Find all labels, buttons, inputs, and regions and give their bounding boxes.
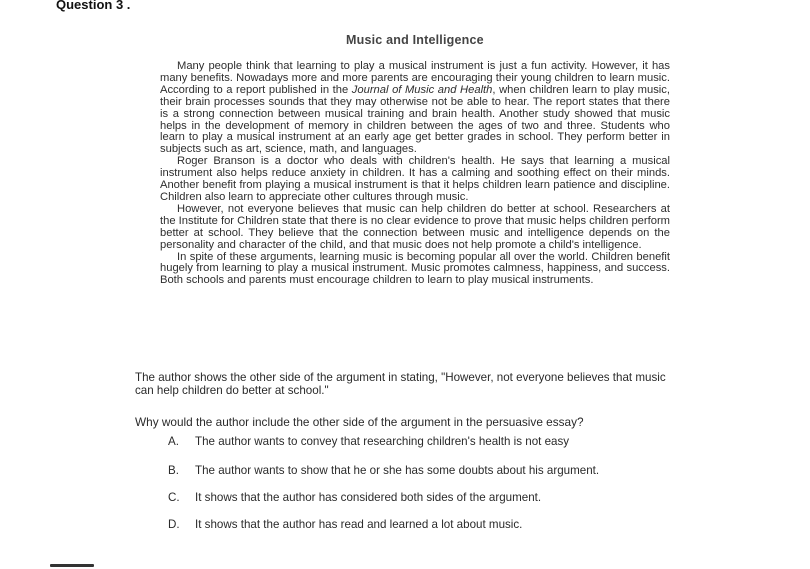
option-letter: A. xyxy=(168,435,179,448)
question-number-header: Question 3 . xyxy=(56,0,131,12)
journal-name: Journal of Music and Health xyxy=(351,83,493,96)
next-question-header-fragment xyxy=(50,561,110,569)
article-paragraph-1 xyxy=(160,61,670,156)
option-text: The author wants to show that he or she has some doubts about his argument. xyxy=(195,464,600,477)
article-paragraph-2: Roger Branson is a doctor who deals with children's health. He says that learning a musical instrument also helps reduce anxiety in children. It has a calming and soothing effect on their minds. Another benefit from playing a musical instrument is that it helps children learn patience and discipline. Children also learn to appreciate other cultures through music. xyxy=(160,155,670,203)
paragraph-1-text-end: , when children learn to play music, their brain processes sounds that they may otherwise not be able to hear. The report states that there is a strong connection between musical training and brain health. Another study showed that music helps in the development of memory in children between the ages of two and three. Students who learn to play a musical instrument at an early age get better grades in school. They perform better in subjects such as art, science, math, and languages. xyxy=(160,83,670,156)
option-letter: C. xyxy=(168,491,180,504)
answer-option-b[interactable] xyxy=(168,464,599,477)
question-prompt: The author shows the other side of the argument in stating, "However, not everyone believes that music can help children do better at school." xyxy=(135,371,666,397)
option-text: It shows that the author has read and learned a lot about music. xyxy=(195,518,523,531)
article-paragraph-4: In spite of these arguments, learning music is becoming popular all over the world. Children benefit hugely from learning to play a musical instrument. Music promotes calmness, happiness, and success. Both schools and parents must encourage children to learn to play musical instruments. xyxy=(160,250,670,287)
option-text: The author wants to convey that researching children's health is not easy xyxy=(195,435,570,448)
article-paragraph-3: However, not everyone believes that music can help children do better at school. Researchers at the Institute for Children state that there is no clear evidence to prove that music helps children perform better at school. They believe that the connection between music and intelligence depends on the personality and character of the child, and that music does not help promote a child's intelligence. xyxy=(160,202,670,251)
answer-option-c[interactable] xyxy=(168,491,541,504)
option-letter: D. xyxy=(168,518,180,531)
article-title: Music and Intelligence xyxy=(346,33,484,47)
answer-option-a[interactable] xyxy=(168,435,569,448)
paragraph-1-text-start: Many people think that learning to play a musical instrument is just a fun activity. However, it has many benefits. Nowadays more and more parents are encouraging their young children to learn music. According to a report published in the xyxy=(160,60,670,96)
option-text: It shows that the author has considered both sides of the argument. xyxy=(195,491,542,504)
answer-option-d[interactable] xyxy=(168,518,522,531)
question-text: Why would the author include the other side of the argument in the persuasive essay? xyxy=(135,415,584,429)
article-body xyxy=(160,61,670,287)
option-letter: B. xyxy=(168,464,179,477)
